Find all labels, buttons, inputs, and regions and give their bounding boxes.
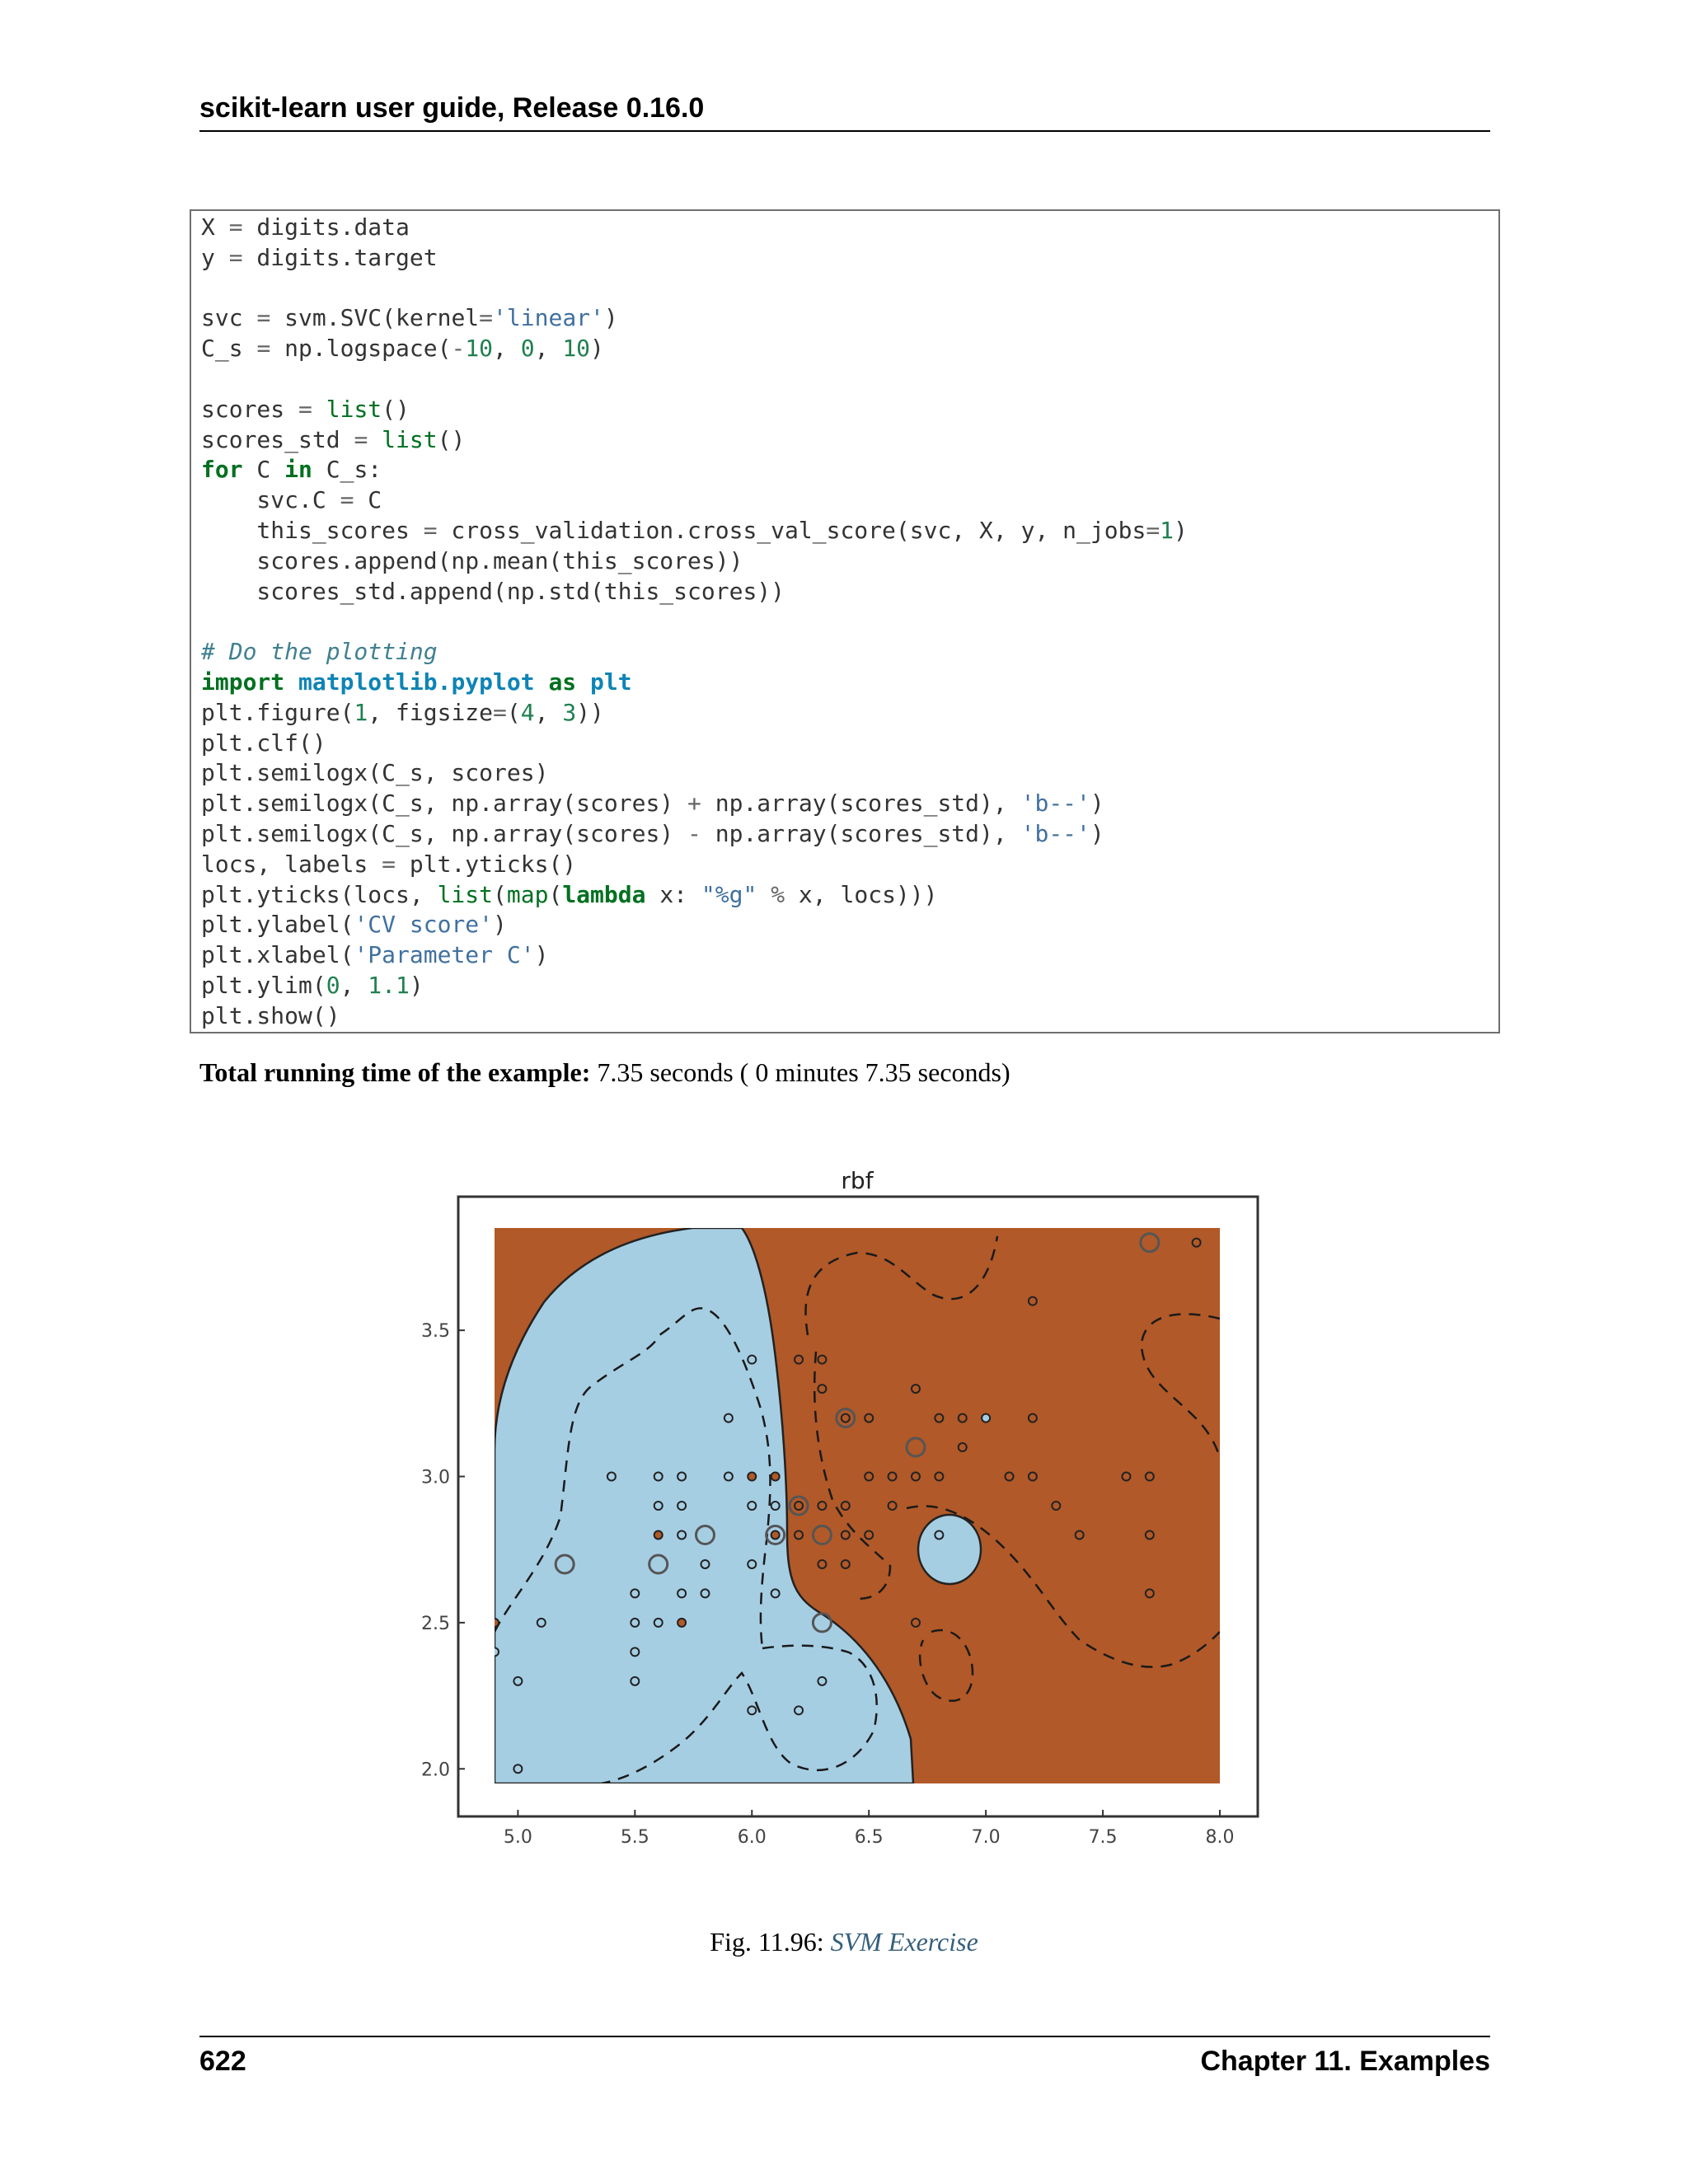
data-point: [771, 1473, 780, 1481]
code-token: ,: [534, 335, 563, 363]
code-token: for: [201, 456, 243, 484]
code-token: =: [493, 698, 507, 726]
code-token: =: [354, 425, 368, 453]
data-point: [935, 1414, 943, 1422]
data-point: [818, 1560, 826, 1568]
data-point: [678, 1589, 686, 1597]
code-token: plt.ylabel(: [201, 911, 354, 939]
code-token: C: [242, 456, 285, 484]
data-point: [935, 1473, 943, 1481]
data-point: [865, 1530, 873, 1539]
data-point: [631, 1619, 639, 1627]
data-point: [959, 1443, 967, 1451]
code-token: plt.ylim(: [201, 971, 326, 999]
code-token: C: [354, 486, 382, 514]
code-token: =: [298, 395, 312, 423]
data-point: [912, 1619, 920, 1627]
x-tick-label: 8.0: [1205, 1827, 1235, 1848]
caption-link[interactable]: SVM Exercise: [830, 1927, 978, 1957]
code-token: 'b--': [1020, 790, 1090, 818]
data-point: [1146, 1473, 1154, 1481]
code-token: np.array(scores_std),: [701, 819, 1021, 847]
data-point: [865, 1414, 873, 1422]
code-token: =: [256, 335, 271, 363]
data-point: [748, 1706, 756, 1714]
x-tick-label: 6.0: [737, 1827, 767, 1848]
data-point: [513, 1677, 522, 1685]
code-token: this_scores: [201, 516, 424, 544]
x-tick-label: 6.5: [854, 1827, 884, 1848]
data-point: [818, 1677, 826, 1685]
code-token: ): [590, 335, 604, 363]
x-tick-label: 7.0: [971, 1827, 1001, 1848]
data-point: [795, 1356, 803, 1364]
running-time-label: Total running time of the example:: [199, 1057, 591, 1087]
code-token: )): [576, 698, 604, 726]
data-point: [678, 1619, 686, 1627]
chart-title: rbf: [841, 1167, 874, 1194]
code-token: list: [382, 425, 438, 453]
data-point: [607, 1473, 616, 1481]
data-point: [1006, 1473, 1014, 1481]
data-point: [818, 1356, 826, 1364]
chapter-title: Chapter 11. Examples: [1200, 2046, 1490, 2077]
data-point: [1122, 1473, 1130, 1481]
code-token: import: [201, 668, 285, 696]
x-tick-label: 5.5: [620, 1827, 649, 1848]
data-point: [889, 1502, 897, 1510]
code-token: in: [284, 456, 312, 484]
data-point: [771, 1530, 780, 1539]
data-point: [842, 1530, 850, 1539]
data-point: [842, 1502, 850, 1510]
code-token: ): [1090, 790, 1104, 818]
footer-rule: [199, 2036, 1490, 2037]
code-token: scores: [201, 395, 299, 423]
code-token: 4: [520, 698, 535, 726]
data-point: [1052, 1502, 1060, 1510]
code-token: =: [479, 304, 494, 332]
code-token: svm.SVC(kernel: [270, 304, 480, 332]
code-token: ,: [534, 698, 563, 726]
data-point: [724, 1473, 733, 1481]
x-tick-label: 5.0: [503, 1827, 532, 1848]
decision-regions: [490, 1228, 1220, 1783]
code-token: =: [228, 243, 243, 271]
code-token: 'linear': [493, 304, 604, 332]
data-point: [959, 1414, 967, 1422]
code-token: -: [451, 335, 466, 363]
code-token: np.array(scores_std),: [701, 790, 1021, 818]
data-point: [513, 1765, 522, 1773]
data-point: [654, 1530, 663, 1539]
code-token: =: [256, 304, 271, 332]
data-point: [818, 1502, 826, 1510]
data-point: [537, 1619, 546, 1627]
code-token: , figsize: [368, 698, 494, 726]
code-token: =: [423, 516, 438, 544]
code-token: 0: [326, 971, 340, 999]
code-token: matplotlib.pyplot: [298, 668, 535, 696]
code-token: cross_validation.cross_val_score(svc, X, y, n_jobs: [437, 516, 1146, 544]
code-token: plt.yticks(locs,: [201, 880, 438, 908]
code-token: plt.xlabel(: [201, 941, 354, 969]
code-token: ,: [493, 335, 521, 363]
y-tick-label: 3.5: [421, 1321, 450, 1343]
code-token: =: [228, 213, 243, 241]
code-token: 1.1: [368, 971, 410, 999]
data-point: [748, 1560, 756, 1568]
data-point: [678, 1530, 686, 1539]
code-token: (: [506, 698, 521, 726]
data-point: [912, 1385, 920, 1393]
code-token: digits.target: [242, 243, 438, 271]
code-token: list: [326, 395, 382, 423]
code-token: =: [340, 486, 354, 514]
code-token: scores_std.append(np.std(this_scores)): [201, 577, 785, 605]
code-token: %: [771, 880, 785, 908]
code-token: 10: [465, 335, 494, 363]
region-island: [918, 1515, 981, 1584]
data-point: [631, 1589, 639, 1597]
code-token: plt: [590, 668, 632, 696]
data-point: [678, 1502, 686, 1510]
data-point: [724, 1414, 733, 1422]
code-token: plt.show(): [201, 1001, 340, 1029]
caption-prefix: Fig. 11.96:: [710, 1927, 831, 1957]
y-tick-label: 2.0: [421, 1760, 450, 1781]
data-point: [842, 1414, 850, 1422]
running-time-value: 7.35 seconds ( 0 minutes 7.35 seconds): [597, 1057, 1010, 1087]
code-token: plt.figure(: [201, 698, 354, 726]
code-token: ): [1174, 516, 1188, 544]
data-point: [795, 1530, 803, 1539]
code-token: 'b--': [1020, 819, 1090, 847]
code-token: ): [603, 304, 618, 332]
page-number: 622: [199, 2046, 246, 2077]
code-token: plt.semilogx(C_s, np.array(scores): [201, 819, 688, 847]
data-point: [1146, 1530, 1154, 1539]
data-point: [748, 1356, 756, 1364]
data-point: [818, 1385, 826, 1393]
code-token: -: [687, 819, 701, 847]
data-point: [701, 1589, 709, 1597]
data-point: [889, 1473, 897, 1481]
data-point: [795, 1502, 803, 1510]
data-point: [1029, 1473, 1037, 1481]
y-tick-label: 3.0: [421, 1467, 450, 1488]
code-token: (): [382, 395, 410, 423]
code-token: scores.append(np.mean(this_scores)): [201, 546, 743, 574]
code-token: ,: [340, 971, 368, 999]
code-token: plt.clf(): [201, 729, 326, 757]
data-point: [842, 1560, 850, 1568]
code-token: ): [493, 911, 507, 939]
code-token: 'Parameter C': [354, 941, 535, 969]
data-point: [1029, 1414, 1037, 1422]
code-token: 'CV score': [354, 911, 494, 939]
code-token: svc.C: [201, 486, 340, 514]
code-token: map: [506, 880, 549, 908]
data-point: [865, 1473, 873, 1481]
code-token: =: [382, 850, 396, 878]
code-token: # Do the plotting: [201, 638, 438, 666]
code-token: C_s:: [312, 456, 382, 484]
code-token: C_s: [201, 335, 257, 363]
data-point: [1076, 1530, 1084, 1539]
code-token: ): [1090, 819, 1104, 847]
running-header: scikit-learn user guide, Release 0.16.0: [199, 92, 705, 124]
data-point: [748, 1502, 756, 1510]
data-point: [678, 1473, 686, 1481]
code-token: scores_std: [201, 425, 354, 453]
code-token: =: [1146, 516, 1160, 544]
data-point: [771, 1502, 780, 1510]
code-token: plt.yticks(): [396, 850, 577, 878]
data-point: [982, 1414, 990, 1422]
data-point: [912, 1473, 920, 1481]
code-token: 1: [354, 698, 368, 726]
code-token: lambda: [562, 880, 646, 908]
code-token: +: [687, 790, 701, 818]
y-tick-label: 2.5: [421, 1613, 450, 1634]
code-token: np.logspace(: [270, 335, 452, 363]
data-point: [631, 1647, 639, 1656]
code-token: (: [493, 880, 507, 908]
code-token: plt.semilogx(C_s, scores): [201, 759, 549, 787]
data-point: [795, 1706, 803, 1714]
code-token: X: [201, 213, 229, 241]
code-token: 0: [520, 335, 535, 363]
code-token: (: [548, 880, 563, 908]
data-point: [654, 1619, 663, 1627]
code-token: digits.data: [242, 213, 410, 241]
data-point: [701, 1560, 709, 1568]
data-point: [935, 1530, 943, 1539]
data-point: [771, 1589, 780, 1597]
code-token: locs, labels: [201, 850, 382, 878]
data-point: [748, 1473, 756, 1481]
data-point: [654, 1502, 663, 1510]
code-token: list: [437, 880, 494, 908]
code-token: x:: [645, 880, 701, 908]
code-token: 3: [562, 698, 577, 726]
data-point: [1029, 1297, 1037, 1305]
data-point: [1193, 1239, 1201, 1247]
data-point: [631, 1677, 639, 1685]
code-token: ): [534, 941, 549, 969]
data-point: [654, 1473, 663, 1481]
code-token: 1: [1160, 516, 1175, 544]
code-token: "%g": [701, 880, 757, 908]
code-token: as: [548, 668, 577, 696]
code-token: 10: [562, 335, 591, 363]
code-token: ): [409, 971, 424, 999]
data-point: [1146, 1589, 1154, 1597]
figure-caption: [0, 1927, 1688, 1957]
code-token: y: [201, 243, 229, 271]
code-token: (): [437, 425, 466, 453]
code-token: svc: [201, 304, 257, 332]
code-token: plt.semilogx(C_s, np.array(scores): [201, 790, 688, 818]
code-token: x, locs))): [785, 880, 938, 908]
x-tick-label: 7.5: [1088, 1827, 1118, 1848]
